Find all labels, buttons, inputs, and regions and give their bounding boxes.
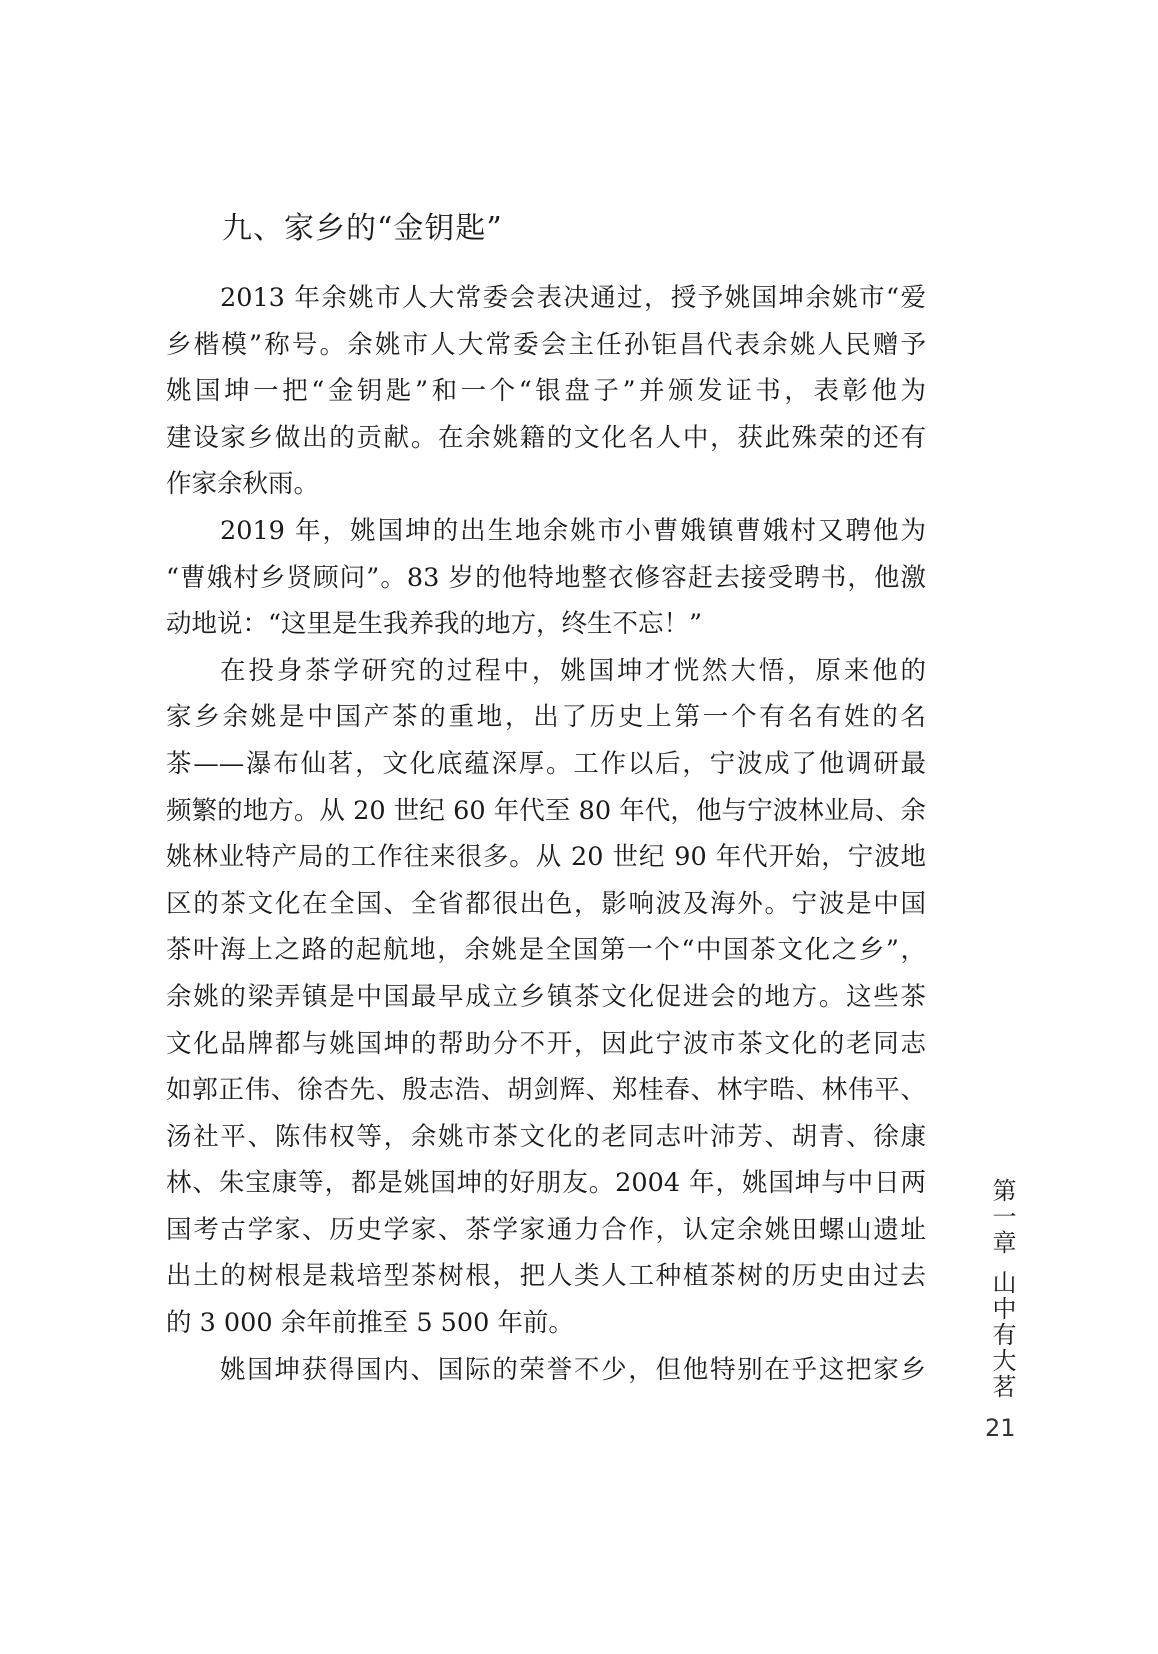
text-line: 2013 年余姚市人大常委会表决通过，授予姚国坤余姚市“爱 <box>220 283 926 313</box>
text-line: 姚国坤一把“金钥匙”和一个“银盘子”并颁发证书，表彰他为 <box>166 376 926 407</box>
text-line: 乡楷模”称号。余姚市人大常委会主任孙钜昌代表余姚人民赠予 <box>166 329 926 360</box>
text-line: 出土的树根是栽培型茶树根，把人类人工种植茶树的历史由过去 <box>166 1261 926 1292</box>
text-line: 姚国坤获得国内、国际的荣誉不少，但他特别在乎这把家乡 <box>220 1354 926 1385</box>
text-line: 作家余秋雨。 <box>166 469 320 500</box>
page-number: 21 <box>985 1414 1016 1442</box>
running-head-chapter-title: 山中有大茗 <box>988 1270 1016 1400</box>
text-line: 建设家乡做出的贡献。在余姚籍的文化名人中，获此殊荣的还有 <box>166 422 926 453</box>
running-head-chapter: 第一章 <box>988 1178 1016 1256</box>
text-line: 在投身茶学研究的过程中，姚国坤才恍然大悟，原来他的 <box>220 655 926 686</box>
text-line: 茶叶海上之路的起航地，余姚是全国第一个“中国茶文化之乡”， <box>166 935 926 966</box>
text-line: 家乡余姚是中国产茶的重地，出了历史上第一个有名有姓的名 <box>166 702 926 733</box>
text-line: 如郭正伟、徐杏先、殷志浩、胡剑辉、郑桂春、林宇晧、林伟平、 <box>166 1075 926 1106</box>
text-line: 文化品牌都与姚国坤的帮助分不开，因此宁波市茶文化的老同志 <box>166 1028 926 1059</box>
text-line: 林、朱宝康等，都是姚国坤的好朋友。2004 年，姚国坤与中日两 <box>166 1168 926 1199</box>
body-text <box>166 278 926 1396</box>
text-line: 的 3 000 余年前推至 5 500 年前。 <box>166 1308 574 1339</box>
text-line: 频繁的地方。从 20 世纪 60 年代至 80 年代，他与宁波林业局、余 <box>166 795 926 826</box>
section-title: 九、家乡的“金钥匙” <box>222 211 503 246</box>
text-line: 姚林业特产局的工作往来很多。从 20 世纪 90 年代开始，宁波地 <box>166 842 926 873</box>
text-line: 2019 年，姚国坤的出生地余姚市小曹娥镇曹娥村又聘他为 <box>220 515 926 546</box>
text-line: 区的茶文化在全国、全省都很出色，影响波及海外。宁波是中国 <box>166 888 926 919</box>
text-line: 汤社平、陈伟权等，余姚市茶文化的老同志叶沛芳、胡青、徐康 <box>166 1121 926 1152</box>
text-line: 国考古学家、历史学家、茶学家通力合作，认定余姚田螺山遗址 <box>166 1214 926 1245</box>
text-line: 动地说：“这里是生我养我的地方，终生不忘！” <box>166 609 703 640</box>
text-line: “曹娥村乡贤顾问”。83 岁的他特地整衣修容赶去接受聘书，他激 <box>166 562 926 593</box>
text-line: 余姚的梁弄镇是中国最早成立乡镇茶文化促进会的地方。这些茶 <box>166 981 926 1012</box>
text-line: 茶——瀑布仙茗，文化底蕴深厚。工作以后，宁波成了他调研最 <box>166 748 926 779</box>
